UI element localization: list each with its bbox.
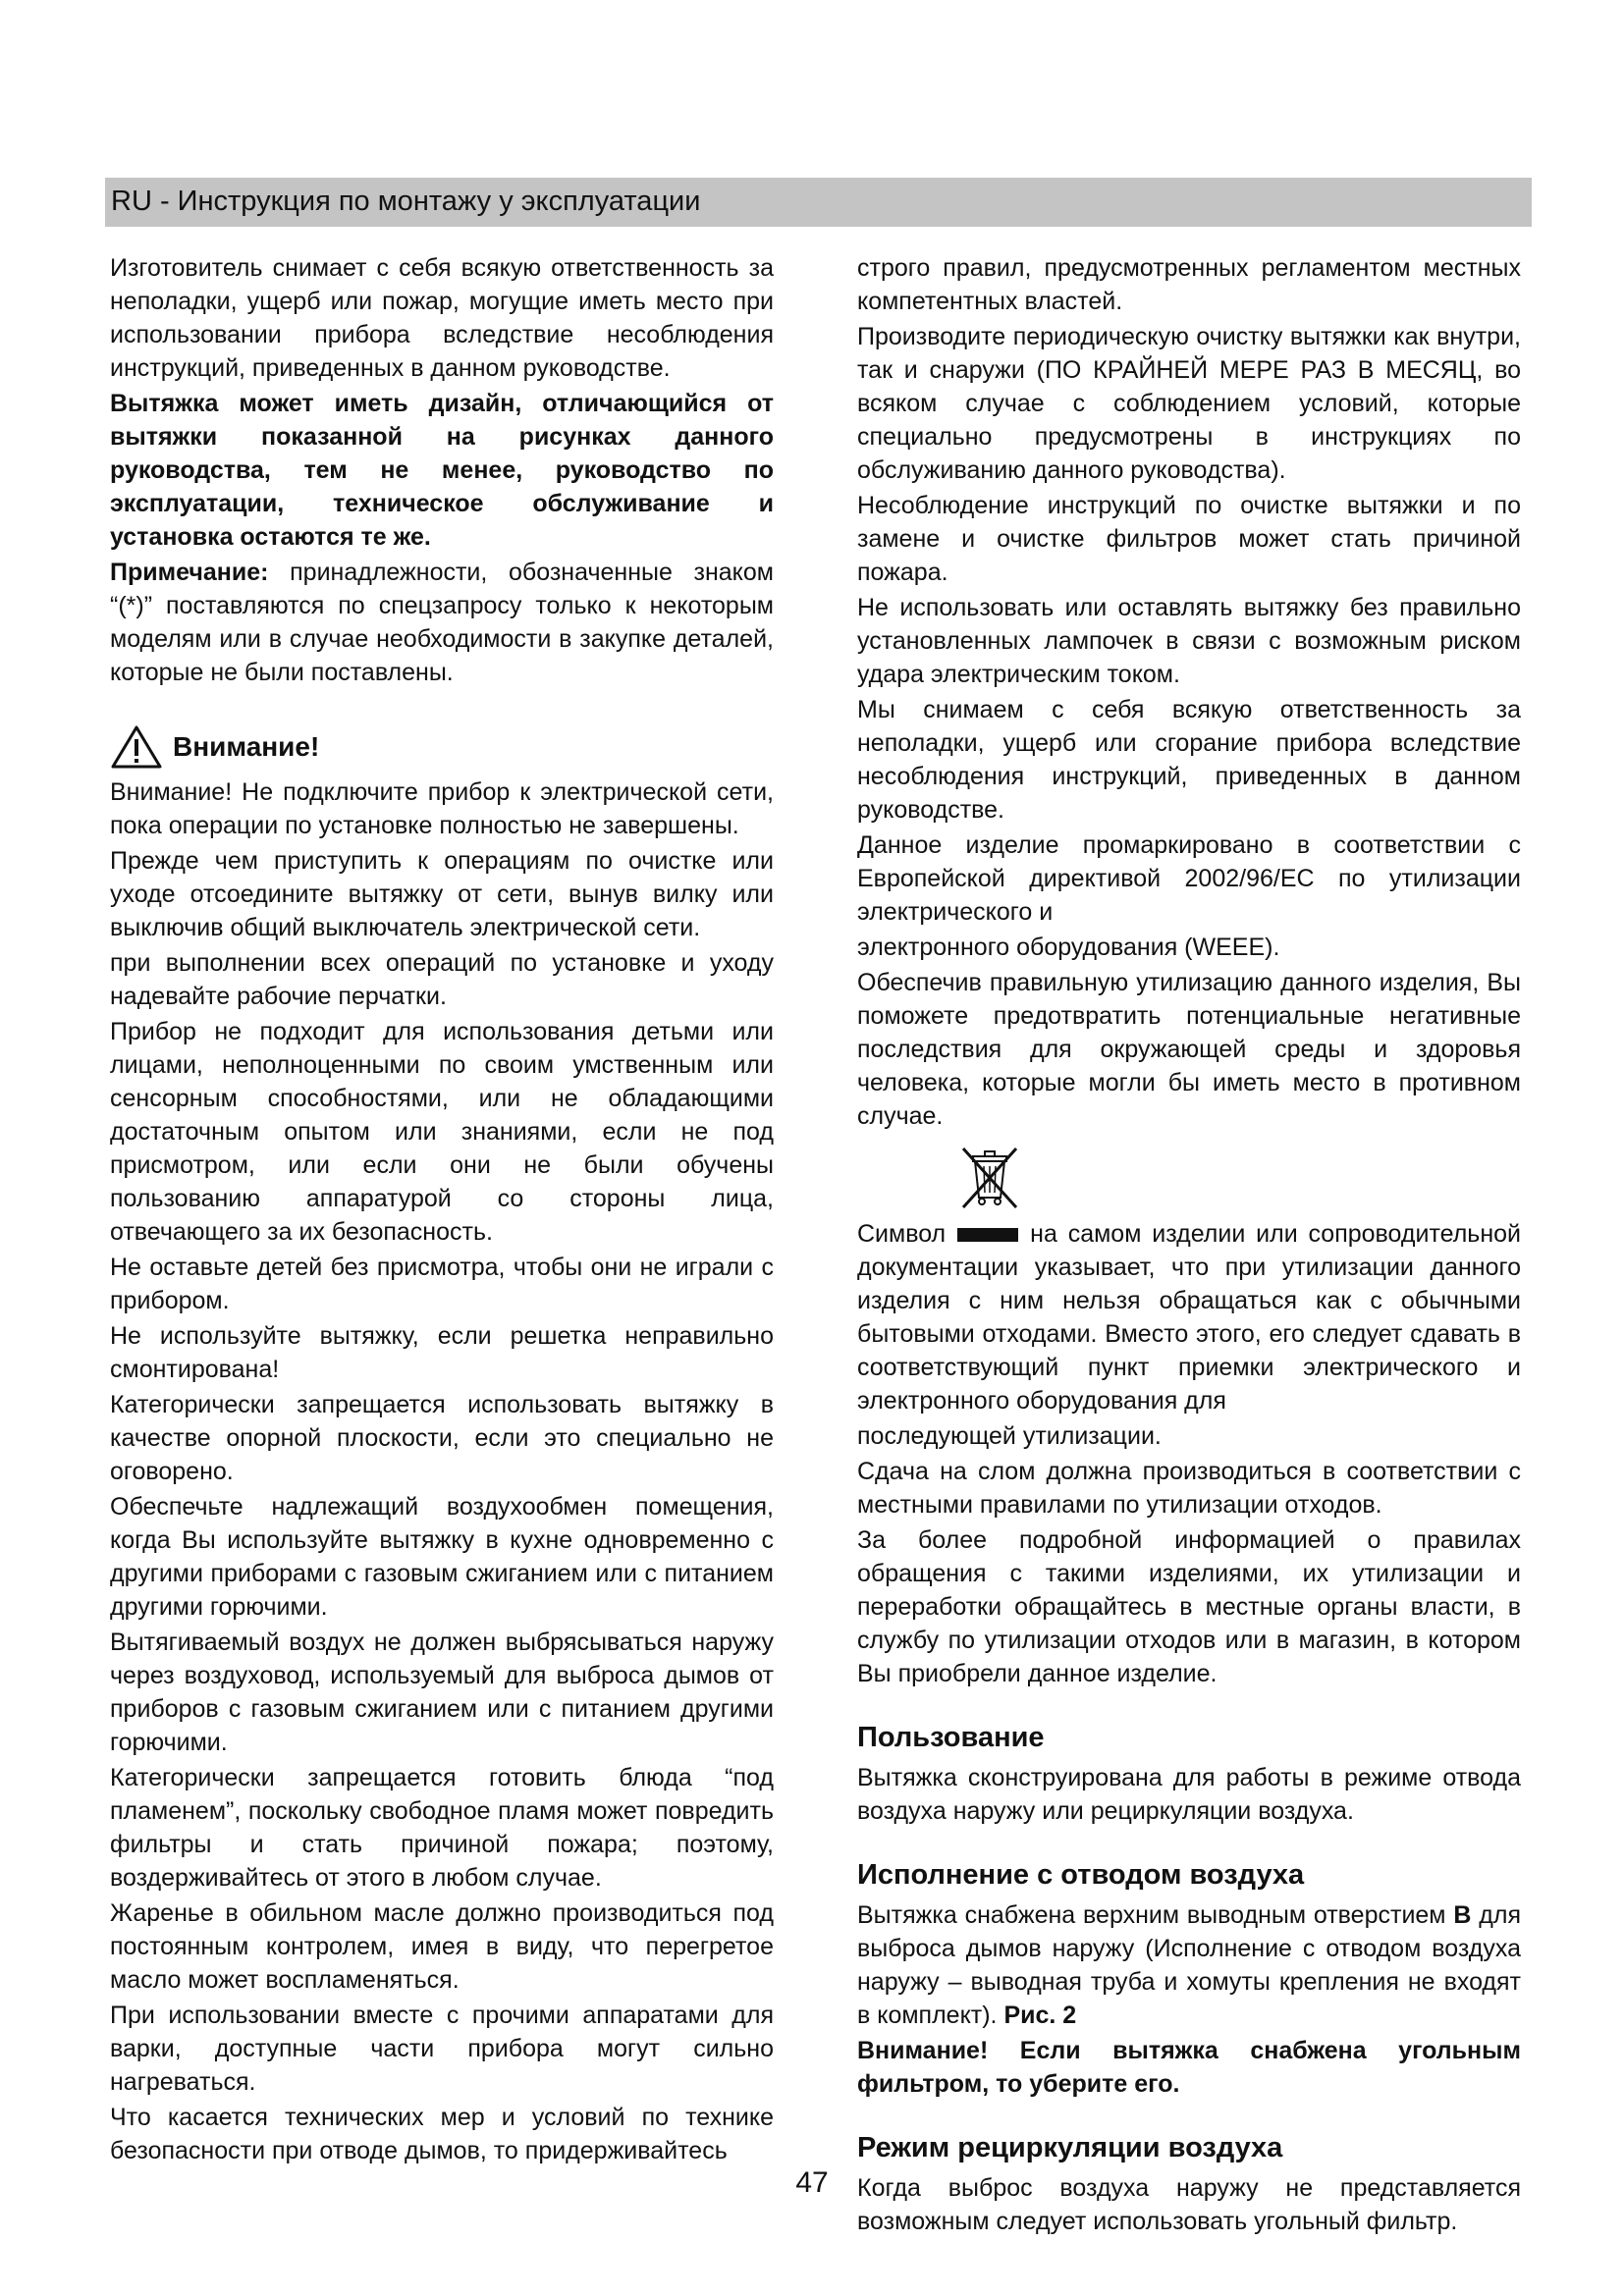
note-text: принадлежности, обозначенные знаком “(*)” поставляются по спецзапросу только к некоторым моделям или в случае необходимости в закупке деталей, которые не были поставлены. — [110, 559, 774, 686]
usage-title: Пользование — [857, 1722, 1045, 1753]
warning-paragraph: Внимание! Не подключите прибор к электрической сети, пока операции по установке полностью не завершены. — [110, 778, 774, 839]
warning-paragraph: Жаренье в обильном масле должно производиться под постоянным контролем, имея в виду, что перегретое масло может воспламеняться. — [110, 1899, 774, 1994]
warning-paragraph: Прибор не подходит для использования детьми или лицами, неполноценными по своим умственным или сенсорным способностями, или не обладающими достаточным опытом или знаниями, если не под присмотром, или если они не были обучены пользованию аппаратурой со стороны лица, отвечающего за их безопасность. — [110, 1018, 774, 1246]
right-column — [857, 251, 1521, 2240]
design-note: Вытяжка может иметь дизайн, отличающийся от вытяжки показанной на рисунках данного руководства, тем не менее, руководство по эксплуатации, техническое обслуживание и установка остаются те же. — [110, 390, 774, 551]
warning-paragraph: Не используйте вытяжку, если решетка неправильно смонтирована! — [110, 1322, 774, 1383]
exhaust-text — [857, 1898, 1521, 2032]
symbol-text: на самом изделии или сопроводительной документации указывает, что при утилизации данного изделия с ним нельзя обращаться как с обычными бытовыми отходами. Вместо этого, его следует сдавать в соответствующий пункт приемки электрического и электронного оборудования для — [857, 1220, 1521, 1415]
disposal-paragraph: За более подробной информацией о правилах обращения с такими изделиями, их утилизации и переработки обращайтесь в местные органы власти, в службу по утилизации отходов или в магазин, в котором Вы приобрели данное изделие. — [857, 1526, 1521, 1687]
symbol-paragraph-end: последующей утилизации. — [857, 1422, 1162, 1450]
symbol-paragraph — [857, 1217, 1521, 1417]
exhaust-warning: Внимание! Если вытяжка снабжена угольным фильтром, то уберите его. — [857, 2037, 1521, 2098]
intro-paragraph: Изготовитель снимает с себя всякую ответственность за неполадки, ущерб или пожар, могущие иметь место при использовании прибора вследствие несоблюдения инструкций, приведенных в данном руководстве. — [110, 254, 774, 382]
safety-paragraph: Мы снимаем с себя всякую ответственность за неполадки, ущерб или сгорание прибора вследствие несоблюдения инструкций, приведенных в данном руководстве. — [857, 696, 1521, 824]
warning-paragraph: Не оставьте детей без присмотра, чтобы они не играли с прибором. — [110, 1254, 774, 1314]
disposal-paragraph: Сдача на слом должна производиться в соответствии с местными правилами по утилизации отходов. — [857, 1458, 1521, 1519]
safety-paragraph: Не использовать или оставлять вытяжку без правильно установленных лампочек в связи с возможным риском удара электрическим током. — [857, 594, 1521, 688]
page-title: RU - Инструкция по монтажу у эксплуатации — [111, 186, 701, 217]
weee-paragraph: Обеспечив правильную утилизацию данного изделия, Вы поможете предотвратить потенциальные негативные последствия для окружающей среды и здоровья человека, которые могли бы иметь место в противном случае. — [857, 969, 1521, 1130]
weee-bar-icon — [957, 1228, 1018, 1242]
exhaust-text-c: для выброса дымов наружу (Исполнение с отводом воздуха наружу – выводная труба и хомуты крепления не входят в комплект). — [857, 1901, 1521, 2029]
warning-paragraph: Обеспечьте надлежащий воздухообмен помещения, когда Вы используйте вытяжку в кухне одновременно с другими приборами с газовым сжиганием или с питанием другими горючими. — [110, 1493, 774, 1621]
warning-paragraph: Вытягиваемый воздух не должен выбрясываться наружу через воздуховод, используемый для выброса дымов от приборов с газовым сжиганием или с питанием другими горючими. — [110, 1629, 774, 1756]
safety-paragraph: строго правил, предусмотренных регламентом местных компетентных властей. — [857, 254, 1521, 315]
left-column — [110, 251, 774, 2169]
warning-paragraph: Прежде чем приступить к операциям по очистке или уходе отсоедините вытяжку от сети, вынув вилку или выключив общий выключатель электрической сети. — [110, 847, 774, 941]
note-label: Примечание: — [110, 559, 269, 586]
exhaust-outlet-label: B — [1453, 1901, 1472, 1929]
warning-title: Внимание! — [173, 731, 320, 762]
recirculation-title: Режим рециркуляции воздуха — [857, 2132, 1283, 2163]
header-bar — [105, 178, 1532, 227]
weee-paragraph: Данное изделие промаркировано в соответствии с Европейской директивой 2002/96/EC по утилизации электрического и — [857, 831, 1521, 926]
warning-triangle-icon — [110, 724, 163, 770]
crossed-bin-icon — [955, 1143, 1024, 1213]
safety-paragraph: Производите периодическую очистку вытяжки как внутри, так и снаружи (ПО КРАЙНЕЙ МЕРЕ РАЗ В МЕСЯЦ, во всяком случае с соблюдением условий, которые специально предусмотрены в инструкциях по обслуживанию данного руководства). — [857, 323, 1521, 484]
exhaust-text-a: Вытяжка снабжена верхним выводным отверстием — [857, 1901, 1454, 1929]
page-number: 47 — [795, 2166, 829, 2199]
warning-paragraph: При использовании вместе с прочими аппаратами для варки, доступные части прибора могут сильно нагреваться. — [110, 2002, 774, 2096]
warning-paragraph: Категорически запрещается готовить блюда “под пламенем”, поскольку свободное пламя может повредить фильтры и стать причиной пожара; поэтому, воздерживайтесь от этого в любом случае. — [110, 1764, 774, 1892]
usage-text: Вытяжка сконструирована для работы в режиме отвода воздуха наружу или рециркуляции воздуха. — [857, 1764, 1521, 1825]
note-paragraph — [110, 556, 774, 689]
warning-paragraph: при выполнении всех операций по установке и уходу надевайте рабочие перчатки. — [110, 949, 774, 1010]
symbol-label: Символ — [857, 1220, 947, 1248]
warning-paragraph: Категорически запрещается использовать вытяжку в качестве опорной плоскости, если это специально не оговорено. — [110, 1391, 774, 1485]
weee-paragraph: электронного оборудования (WEEE). — [857, 934, 1280, 961]
figure-reference: Рис. 2 — [1003, 2002, 1077, 2029]
warning-paragraph: Что касается технических мер и условий по технике безопасности при отводе дымов, то придерживайтесь — [110, 2104, 774, 2164]
warning-heading — [110, 724, 774, 770]
exhaust-title: Исполнение с отводом воздуха — [857, 1859, 1305, 1891]
recirculation-text: Когда выброс воздуха наружу не представляется возможным следует использовать угольный фильтр. — [857, 2174, 1521, 2235]
safety-paragraph: Несоблюдение инструкций по очистке вытяжки и по замене и очистке фильтров может стать причиной пожара. — [857, 492, 1521, 586]
